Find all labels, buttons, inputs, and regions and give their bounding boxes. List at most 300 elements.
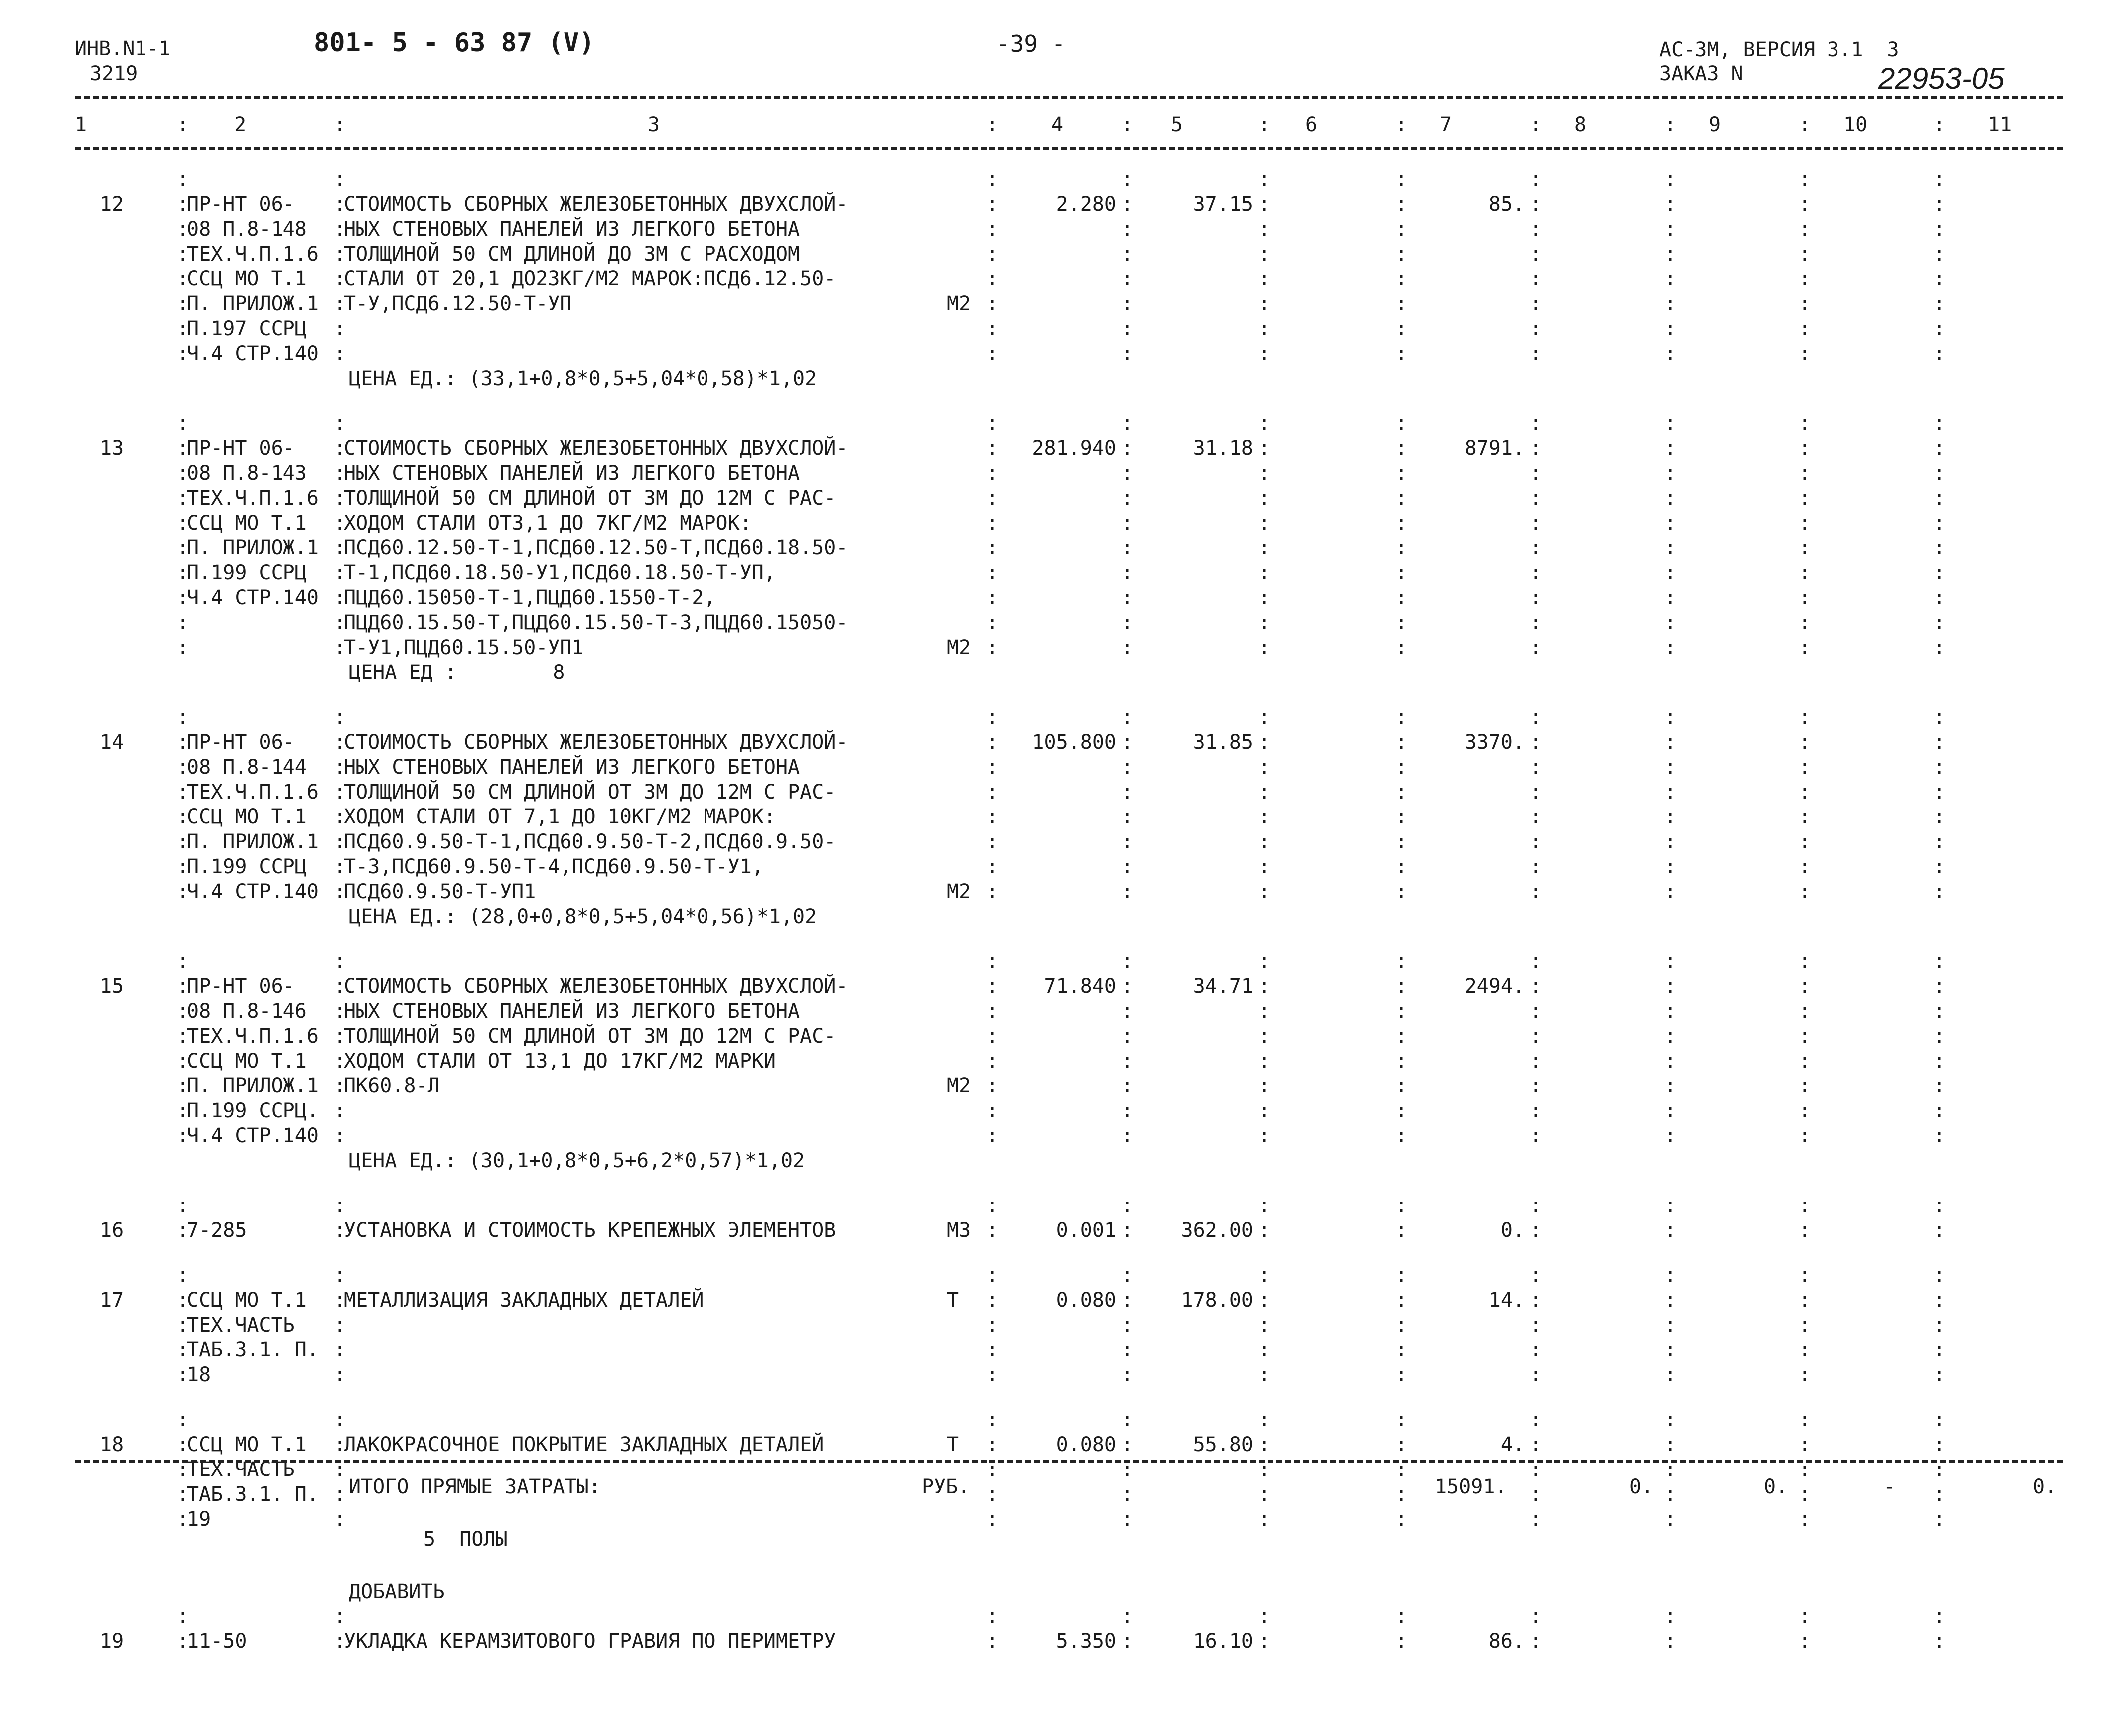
column-separator: : bbox=[1799, 1508, 1811, 1531]
totals-col7: 15091. bbox=[1435, 1475, 1507, 1498]
column-separator: : bbox=[1799, 706, 1811, 729]
column-separator: : bbox=[177, 561, 189, 584]
column-separator: : bbox=[177, 880, 189, 903]
row-number: 14 bbox=[100, 731, 124, 754]
row-code-line: П.199 ССРЦ. bbox=[187, 1099, 319, 1122]
order-label: ЗАКАЗ N bbox=[1659, 62, 1743, 85]
column-header-11: 11 bbox=[1988, 113, 2012, 136]
column-separator: : bbox=[1530, 437, 1542, 460]
column-separator: : bbox=[1121, 487, 1133, 510]
column-separator: : bbox=[1258, 1050, 1271, 1072]
column-separator: : bbox=[987, 756, 999, 779]
column-separator: : bbox=[1258, 1363, 1271, 1386]
column-separator: : bbox=[1121, 1000, 1133, 1023]
column-separator: : bbox=[1933, 437, 1946, 460]
column-separator: : bbox=[1799, 561, 1811, 584]
column-separator: : bbox=[1530, 1124, 1542, 1147]
column-separator: : bbox=[334, 1363, 346, 1386]
column-separator: : bbox=[987, 1000, 999, 1023]
column-separator: : bbox=[1395, 462, 1408, 485]
column-separator: : bbox=[177, 1025, 189, 1048]
column-separator: : bbox=[1121, 462, 1133, 485]
column-separator: : bbox=[1258, 536, 1271, 559]
row-total: 2494. bbox=[1464, 975, 1525, 998]
column-separator: : bbox=[1530, 880, 1542, 903]
program-version: АС-3М, ВЕРСИЯ 3.1 3 bbox=[1659, 38, 1899, 61]
column-separator: : bbox=[1258, 611, 1271, 634]
column-separator: : bbox=[1933, 1025, 1946, 1048]
row-number: 17 bbox=[100, 1289, 124, 1312]
row-code-line: Ч.4 СТР.140 bbox=[187, 586, 319, 609]
column-separator: : bbox=[987, 1483, 999, 1506]
column-separator: : bbox=[1121, 561, 1133, 584]
column-separator: : bbox=[1530, 1458, 1542, 1481]
row-code-line: ССЦ МО Т.1 bbox=[187, 1289, 307, 1312]
column-separator: : bbox=[177, 1314, 189, 1336]
column-separator: : bbox=[1799, 731, 1811, 754]
row-description-line: Т-3,ПСД60.9.50-Т-4,ПСД60.9.50-Т-У1, bbox=[344, 855, 764, 878]
column-separator: : bbox=[1530, 487, 1542, 510]
column-separator: : bbox=[1258, 1025, 1271, 1048]
column-header-3: 3 bbox=[648, 113, 660, 136]
column-separator: : bbox=[1799, 1314, 1811, 1336]
column-separator: : bbox=[1395, 805, 1408, 828]
column-separator: : bbox=[1933, 781, 1946, 803]
column-separator: : bbox=[1799, 880, 1811, 903]
column-separator: : bbox=[334, 317, 346, 340]
column-separator: : bbox=[1799, 168, 1811, 191]
column-separator: : bbox=[987, 781, 999, 803]
column-separator: : bbox=[1664, 1050, 1677, 1072]
column-separator: : bbox=[1395, 1194, 1408, 1217]
column-separator: : bbox=[334, 1605, 346, 1628]
column-separator: : bbox=[1530, 1433, 1542, 1456]
column-separator: : bbox=[1664, 317, 1677, 340]
column-separator: : bbox=[1258, 1605, 1271, 1628]
row-description-line: ПЦД60.15.50-Т,ПЦД60.15.50-Т-3,ПЦД60.15050- bbox=[344, 611, 848, 634]
column-separator: : bbox=[1121, 1074, 1133, 1097]
row-code-line: 08 П.8-143 bbox=[187, 462, 307, 485]
column-header-5: 5 bbox=[1171, 113, 1183, 136]
column-separator: : bbox=[1121, 1363, 1133, 1386]
column-separator: : bbox=[1664, 113, 1677, 136]
column-separator: : bbox=[1799, 805, 1811, 828]
column-separator: : bbox=[1664, 412, 1677, 435]
row-description-line: ПСД60.9.50-Т-1,ПСД60.9.50-Т-2,ПСД60.9.50- bbox=[344, 830, 836, 853]
column-separator: : bbox=[1664, 1630, 1677, 1653]
column-separator: : bbox=[1395, 636, 1408, 659]
column-separator: : bbox=[177, 1050, 189, 1072]
column-separator: : bbox=[1530, 1605, 1542, 1628]
column-separator: : bbox=[1933, 1408, 1946, 1431]
row-price: 31.18 bbox=[1193, 437, 1253, 460]
column-separator: : bbox=[1121, 168, 1133, 191]
column-separator: : bbox=[1799, 1289, 1811, 1312]
column-separator: : bbox=[1664, 586, 1677, 609]
column-separator: : bbox=[1121, 1314, 1133, 1336]
row-total: 14. bbox=[1488, 1289, 1525, 1312]
column-separator: : bbox=[177, 1000, 189, 1023]
column-separator: : bbox=[177, 1219, 189, 1242]
column-separator: : bbox=[1664, 168, 1677, 191]
column-separator: : bbox=[334, 880, 346, 903]
row-quantity: 105.800 bbox=[1032, 731, 1116, 754]
column-separator: : bbox=[1395, 706, 1408, 729]
column-separator: : bbox=[1933, 1124, 1946, 1147]
row-code-line: П.199 ССРЦ bbox=[187, 561, 307, 584]
column-separator: : bbox=[334, 412, 346, 435]
column-separator: : bbox=[1121, 950, 1133, 973]
row-description-line: ЛАКОКРАСОЧНОЕ ПОКРЫТИЕ ЗАКЛАДНЫХ ДЕТАЛЕЙ bbox=[344, 1433, 824, 1456]
column-separator: : bbox=[334, 1483, 346, 1506]
column-separator: : bbox=[177, 756, 189, 779]
row-description-line: НЫХ СТЕНОВЫХ ПАНЕЛЕЙ ИЗ ЛЕГКОГО БЕТОНА bbox=[344, 462, 800, 485]
column-separator: : bbox=[1530, 975, 1542, 998]
inventory-number: 3219 bbox=[90, 62, 138, 85]
column-separator: : bbox=[1121, 830, 1133, 853]
column-separator: : bbox=[1933, 1338, 1946, 1361]
column-separator: : bbox=[1258, 586, 1271, 609]
column-separator: : bbox=[987, 292, 999, 315]
row-description-line: ТОЛЩИНОЙ 50 СМ ДЛИНОЙ ДО 3М С РАСХОДОМ bbox=[344, 243, 800, 266]
row-code-line: ССЦ МО Т.1 bbox=[187, 512, 307, 534]
column-separator: : bbox=[177, 218, 189, 241]
column-separator: : bbox=[1121, 636, 1133, 659]
column-separator: : bbox=[1933, 855, 1946, 878]
column-separator: : bbox=[1258, 561, 1271, 584]
column-separator: : bbox=[334, 462, 346, 485]
column-separator: : bbox=[1664, 512, 1677, 534]
column-separator: : bbox=[334, 218, 346, 241]
column-separator: : bbox=[177, 1483, 189, 1506]
column-separator: : bbox=[1258, 1194, 1271, 1217]
column-separator: : bbox=[1799, 1099, 1811, 1122]
column-separator: : bbox=[987, 1433, 999, 1456]
row-code-line: 19 bbox=[187, 1508, 211, 1531]
row-code-line: П. ПРИЛОЖ.1 bbox=[187, 292, 319, 315]
column-separator: : bbox=[334, 1000, 346, 1023]
row-total: 86. bbox=[1488, 1630, 1525, 1653]
column-separator: : bbox=[987, 342, 999, 365]
column-separator: : bbox=[1121, 756, 1133, 779]
column-separator: : bbox=[987, 512, 999, 534]
column-separator: : bbox=[987, 636, 999, 659]
column-separator: : bbox=[1530, 586, 1542, 609]
column-separator: : bbox=[1799, 1194, 1811, 1217]
row-code-line: ТАБ.3.1. П. bbox=[187, 1483, 319, 1506]
column-separator: : bbox=[1258, 218, 1271, 241]
column-separator: : bbox=[1258, 781, 1271, 803]
column-separator: : bbox=[177, 1605, 189, 1628]
column-separator: : bbox=[1933, 317, 1946, 340]
column-separator: : bbox=[987, 950, 999, 973]
column-separator: : bbox=[1664, 1363, 1677, 1386]
column-separator: : bbox=[1664, 1194, 1677, 1217]
row-code-line: Ч.4 СТР.140 bbox=[187, 342, 319, 365]
column-separator: : bbox=[1121, 267, 1133, 290]
column-separator: : bbox=[1395, 487, 1408, 510]
row-price: 31.85 bbox=[1193, 731, 1253, 754]
row-number: 19 bbox=[100, 1630, 124, 1653]
row-quantity: 2.280 bbox=[1056, 193, 1116, 216]
column-separator: : bbox=[1530, 855, 1542, 878]
column-separator: : bbox=[1664, 1264, 1677, 1287]
column-separator: : bbox=[177, 636, 189, 659]
column-separator: : bbox=[1121, 706, 1133, 729]
column-separator: : bbox=[1664, 437, 1677, 460]
column-separator: : bbox=[177, 1338, 189, 1361]
column-separator: : bbox=[1121, 1025, 1133, 1048]
row-unit: М2 bbox=[947, 880, 971, 903]
column-separator: : bbox=[1799, 113, 1811, 136]
column-separator: : bbox=[1933, 805, 1946, 828]
column-separator: : bbox=[1121, 1264, 1133, 1287]
column-separator: : bbox=[1395, 536, 1408, 559]
column-separator: : bbox=[177, 462, 189, 485]
column-separator: : bbox=[177, 292, 189, 315]
row-price: 37.15 bbox=[1193, 193, 1253, 216]
row-price: 362.00 bbox=[1181, 1219, 1253, 1242]
column-separator: : bbox=[1933, 1605, 1946, 1628]
column-separator: : bbox=[1933, 462, 1946, 485]
column-separator: : bbox=[334, 586, 346, 609]
column-separator: : bbox=[987, 1074, 999, 1097]
column-separator: : bbox=[177, 975, 189, 998]
column-separator: : bbox=[1530, 1363, 1542, 1386]
column-separator: : bbox=[987, 880, 999, 903]
column-separator: : bbox=[1799, 975, 1811, 998]
column-separator: : bbox=[1530, 512, 1542, 534]
column-separator: : bbox=[1395, 611, 1408, 634]
column-separator: : bbox=[1664, 267, 1677, 290]
column-header-9: 9 bbox=[1709, 113, 1721, 136]
column-separator: : bbox=[177, 706, 189, 729]
column-separator: : bbox=[1258, 1124, 1271, 1147]
column-separator: : bbox=[1530, 536, 1542, 559]
column-separator: : bbox=[177, 1508, 189, 1531]
column-separator: : bbox=[1530, 950, 1542, 973]
column-separator: : bbox=[1258, 1433, 1271, 1456]
column-separator: : bbox=[1258, 292, 1271, 315]
column-separator: : bbox=[177, 731, 189, 754]
column-separator: : bbox=[1258, 317, 1271, 340]
column-separator: : bbox=[334, 1099, 346, 1122]
column-separator: : bbox=[1395, 1025, 1408, 1048]
column-separator: : bbox=[1933, 536, 1946, 559]
section-add-label: ДОБАВИТЬ bbox=[349, 1580, 445, 1603]
column-header-7: 7 bbox=[1440, 113, 1452, 136]
column-separator: : bbox=[987, 1219, 999, 1242]
column-separator: : bbox=[1933, 1000, 1946, 1023]
column-separator: : bbox=[1799, 342, 1811, 365]
column-separator: : bbox=[1664, 1433, 1677, 1456]
column-separator: : bbox=[1799, 781, 1811, 803]
row-description-line: ТОЛЩИНОЙ 50 СМ ДЛИНОЙ ОТ 3М ДО 12М С РАС- bbox=[344, 1025, 836, 1048]
column-separator: : bbox=[1121, 855, 1133, 878]
column-separator: : bbox=[1395, 168, 1408, 191]
column-separator: : bbox=[1799, 1219, 1811, 1242]
row-code-line: ПР-НТ 06- bbox=[187, 731, 295, 754]
column-separator: : bbox=[987, 1289, 999, 1312]
column-separator: : bbox=[1664, 1408, 1677, 1431]
column-separator: : bbox=[1933, 880, 1946, 903]
column-separator: : bbox=[1933, 512, 1946, 534]
column-separator: : bbox=[1799, 437, 1811, 460]
column-separator: : bbox=[1258, 855, 1271, 878]
column-separator: : bbox=[177, 168, 189, 191]
column-separator: : bbox=[1530, 781, 1542, 803]
column-separator: : bbox=[1395, 1605, 1408, 1628]
column-separator: : bbox=[1799, 636, 1811, 659]
row-number: 12 bbox=[100, 193, 124, 216]
column-separator: : bbox=[1530, 193, 1542, 216]
row-description-line: СТОИМОСТЬ СБОРНЫХ ЖЕЛЕЗОБЕТОННЫХ ДВУХСЛОЙ- bbox=[344, 193, 848, 216]
column-separator: : bbox=[1664, 1124, 1677, 1147]
column-separator: : bbox=[177, 317, 189, 340]
column-separator: : bbox=[987, 487, 999, 510]
column-separator: : bbox=[334, 975, 346, 998]
row-code-line: ТЕХ.Ч.П.1.6 bbox=[187, 781, 319, 803]
column-separator: : bbox=[1258, 805, 1271, 828]
column-separator: : bbox=[1121, 317, 1133, 340]
column-separator: : bbox=[1395, 1219, 1408, 1242]
column-separator: : bbox=[1530, 1099, 1542, 1122]
column-separator: : bbox=[1530, 218, 1542, 241]
column-separator: : bbox=[1121, 781, 1133, 803]
row-code-line: ПР-НТ 06- bbox=[187, 437, 295, 460]
column-separator: : bbox=[987, 113, 999, 136]
column-separator: : bbox=[1664, 975, 1677, 998]
column-separator: : bbox=[1258, 113, 1271, 136]
column-separator: : bbox=[1258, 243, 1271, 266]
column-separator: : bbox=[1530, 1483, 1542, 1506]
column-separator: : bbox=[1395, 243, 1408, 266]
column-separator: : bbox=[334, 342, 346, 365]
row-code-line: ТЕХ.ЧАСТЬ bbox=[187, 1314, 295, 1336]
column-separator: : bbox=[1799, 1074, 1811, 1097]
column-separator: : bbox=[1933, 1050, 1946, 1072]
row-price-note: ЦЕНА ЕД.: (30,1+0,8*0,5+6,2*0,57)*1,02 bbox=[349, 1149, 805, 1172]
column-separator: : bbox=[1933, 1264, 1946, 1287]
column-separator: : bbox=[1395, 437, 1408, 460]
row-code-line: 08 П.8-146 bbox=[187, 1000, 307, 1023]
column-separator: : bbox=[987, 1025, 999, 1048]
column-separator: : bbox=[1799, 1433, 1811, 1456]
column-separator: : bbox=[1933, 1219, 1946, 1242]
column-separator: : bbox=[1121, 437, 1133, 460]
column-separator: : bbox=[1121, 1289, 1133, 1312]
column-separator: : bbox=[334, 1050, 346, 1072]
column-separator: : bbox=[1395, 267, 1408, 290]
row-code-line: ССЦ МО Т.1 bbox=[187, 805, 307, 828]
column-separator: : bbox=[1799, 243, 1811, 266]
column-separator: : bbox=[334, 437, 346, 460]
column-separator: : bbox=[1121, 512, 1133, 534]
column-separator: : bbox=[1530, 1219, 1542, 1242]
column-separator: : bbox=[1121, 1605, 1133, 1628]
column-separator: : bbox=[1121, 1050, 1133, 1072]
row-total: 3370. bbox=[1464, 731, 1525, 754]
column-separator: : bbox=[1664, 342, 1677, 365]
column-separator: : bbox=[1530, 412, 1542, 435]
column-separator: : bbox=[1395, 855, 1408, 878]
column-separator: : bbox=[1664, 1219, 1677, 1242]
column-separator: : bbox=[1799, 855, 1811, 878]
column-separator: : bbox=[1664, 611, 1677, 634]
column-separator: : bbox=[177, 1074, 189, 1097]
column-separator: : bbox=[1664, 880, 1677, 903]
column-separator: : bbox=[1121, 1483, 1133, 1506]
column-separator: : bbox=[1530, 636, 1542, 659]
column-separator: : bbox=[1395, 1630, 1408, 1653]
column-separator: : bbox=[177, 1363, 189, 1386]
column-separator: : bbox=[1933, 1074, 1946, 1097]
column-separator: : bbox=[1933, 1314, 1946, 1336]
row-code-line: 11-50 bbox=[187, 1630, 247, 1653]
column-separator: : bbox=[1530, 113, 1542, 136]
column-separator: : bbox=[1799, 412, 1811, 435]
column-separator: : bbox=[1395, 1314, 1408, 1336]
column-separator: : bbox=[334, 1289, 346, 1312]
column-separator: : bbox=[987, 830, 999, 853]
row-code-line: ПР-НТ 06- bbox=[187, 975, 295, 998]
column-separator: : bbox=[1395, 1408, 1408, 1431]
row-description-line: НЫХ СТЕНОВЫХ ПАНЕЛЕЙ ИЗ ЛЕГКОГО БЕТОНА bbox=[344, 218, 800, 241]
column-separator: : bbox=[1121, 536, 1133, 559]
row-description-line: ХОДОМ СТАЛИ ОТ 13,1 ДО 17КГ/М2 МАРКИ bbox=[344, 1050, 776, 1072]
column-separator: : bbox=[1664, 781, 1677, 803]
column-separator: : bbox=[987, 1605, 999, 1628]
row-code-line: 7-285 bbox=[187, 1219, 247, 1242]
column-separator: : bbox=[1933, 1630, 1946, 1653]
column-separator: : bbox=[1530, 1050, 1542, 1072]
column-separator: : bbox=[1258, 1314, 1271, 1336]
row-code-line: П. ПРИЛОЖ.1 bbox=[187, 1074, 319, 1097]
column-separator: : bbox=[177, 805, 189, 828]
column-separator: : bbox=[987, 1050, 999, 1072]
column-separator: : bbox=[1530, 1408, 1542, 1431]
row-code-line: ТАБ.3.1. П. bbox=[187, 1338, 319, 1361]
column-separator: : bbox=[177, 586, 189, 609]
column-separator: : bbox=[177, 536, 189, 559]
column-separator: : bbox=[334, 267, 346, 290]
column-separator: : bbox=[334, 1264, 346, 1287]
column-separator: : bbox=[1258, 462, 1271, 485]
column-separator: : bbox=[987, 218, 999, 241]
column-separator: : bbox=[1395, 1483, 1408, 1506]
column-separator: : bbox=[1664, 292, 1677, 315]
column-separator: : bbox=[1258, 706, 1271, 729]
column-separator: : bbox=[1530, 830, 1542, 853]
row-description-line: НЫХ СТЕНОВЫХ ПАНЕЛЕЙ ИЗ ЛЕГКОГО БЕТОНА bbox=[344, 1000, 800, 1023]
column-separator: : bbox=[1799, 512, 1811, 534]
column-header-6: 6 bbox=[1305, 113, 1318, 136]
column-separator: : bbox=[987, 412, 999, 435]
column-header-1: 1 bbox=[75, 113, 87, 136]
column-separator: : bbox=[334, 1458, 346, 1481]
column-separator: : bbox=[1933, 1433, 1946, 1456]
column-separator: : bbox=[177, 1194, 189, 1217]
column-separator: : bbox=[1799, 292, 1811, 315]
column-separator: : bbox=[1664, 1289, 1677, 1312]
column-separator: : bbox=[1395, 1289, 1408, 1312]
row-description-line: ТОЛЩИНОЙ 50 СМ ДЛИНОЙ ОТ 3М ДО 12М С РАС- bbox=[344, 487, 836, 510]
row-code-line: Ч.4 СТР.140 bbox=[187, 880, 319, 903]
row-unit: М2 bbox=[947, 636, 971, 659]
column-separator: : bbox=[1258, 1264, 1271, 1287]
column-separator: : bbox=[177, 512, 189, 534]
column-separator: : bbox=[1121, 805, 1133, 828]
